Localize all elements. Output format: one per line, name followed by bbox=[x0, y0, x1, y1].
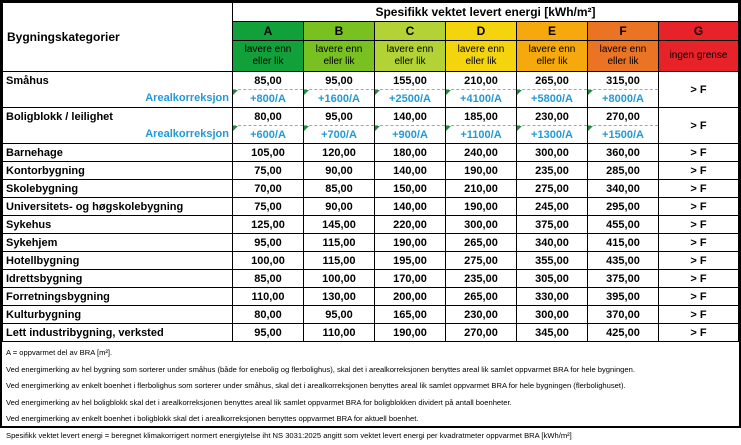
table-row bbox=[3, 180, 739, 198]
column-sublabel-D: lavere enn eller lik bbox=[446, 41, 517, 72]
g-column-cell: > F bbox=[659, 108, 739, 144]
value-cell: 435,00 bbox=[588, 252, 659, 270]
excel-flag-icon bbox=[588, 126, 593, 131]
value-cell: 245,00 bbox=[517, 198, 588, 216]
value-cell: 185,00 bbox=[446, 108, 517, 126]
value-cell: 360,00 bbox=[588, 144, 659, 162]
category-label: Barnehage bbox=[3, 144, 233, 162]
value-cell: 235,00 bbox=[517, 162, 588, 180]
value-cell: 95,00 bbox=[304, 306, 375, 324]
table-row bbox=[3, 216, 739, 234]
g-column-cell: > F bbox=[659, 288, 739, 306]
g-column-cell: > F bbox=[659, 72, 739, 108]
value-cell: 120,00 bbox=[304, 144, 375, 162]
value-cell: 155,00 bbox=[375, 72, 446, 90]
value-cell: 95,00 bbox=[304, 108, 375, 126]
table-row bbox=[3, 288, 739, 306]
value-cell: 200,00 bbox=[375, 288, 446, 306]
value-cell: 455,00 bbox=[588, 216, 659, 234]
energy-table bbox=[2, 2, 739, 342]
value-cell: 340,00 bbox=[517, 234, 588, 252]
area-correction-text: +800/A bbox=[250, 92, 286, 105]
g-column-cell: > F bbox=[659, 252, 739, 270]
table-row bbox=[3, 162, 739, 180]
value-cell: 115,00 bbox=[304, 234, 375, 252]
value-cell: 190,00 bbox=[446, 162, 517, 180]
category-label: Hotellbygning bbox=[3, 252, 233, 270]
area-correction-value bbox=[588, 126, 659, 144]
value-cell: 100,00 bbox=[233, 252, 304, 270]
area-correction-text: +900/A bbox=[392, 128, 428, 141]
value-cell: 265,00 bbox=[446, 234, 517, 252]
value-cell: 75,00 bbox=[233, 162, 304, 180]
g-column-cell: > F bbox=[659, 324, 739, 342]
area-correction-text: +700/A bbox=[321, 128, 357, 141]
value-cell: 170,00 bbox=[375, 270, 446, 288]
value-cell: 90,00 bbox=[304, 198, 375, 216]
area-correction-value bbox=[446, 126, 517, 144]
g-column-cell: > F bbox=[659, 306, 739, 324]
value-cell: 190,00 bbox=[375, 234, 446, 252]
area-correction-text: +600/A bbox=[250, 128, 286, 141]
area-correction-value bbox=[233, 90, 304, 108]
column-header-C: C bbox=[375, 22, 446, 41]
value-cell: 275,00 bbox=[446, 252, 517, 270]
excel-flag-icon bbox=[446, 90, 451, 95]
category-label: Kontorbygning bbox=[3, 162, 233, 180]
table-body bbox=[3, 72, 739, 342]
value-cell: 220,00 bbox=[375, 216, 446, 234]
g-column-cell: > F bbox=[659, 162, 739, 180]
value-cell: 375,00 bbox=[517, 216, 588, 234]
category-label: Sykehjem bbox=[3, 234, 233, 252]
column-header-F: F bbox=[588, 22, 659, 41]
value-cell: 70,00 bbox=[233, 180, 304, 198]
value-cell: 180,00 bbox=[375, 144, 446, 162]
table-row bbox=[3, 198, 739, 216]
excel-flag-icon bbox=[233, 90, 238, 95]
value-cell: 140,00 bbox=[375, 108, 446, 126]
area-correction-text: +4100/A bbox=[460, 92, 502, 105]
footnote-3: Ved energimerking av enkelt boenhet i flerbolighus som sorterer under småhus, skal det i arealkorreksjonen benyttes areal lik samlet oppvarmet BRA for hele bygningen (flerbolighuset). bbox=[6, 381, 626, 391]
area-correction-value bbox=[375, 90, 446, 108]
footnote-4: Ved energimerking av hel boligblokk skal det i arealkorreksjonen benyttes areal lik samlet oppvarmet BRA for boligblokken dividert på antall boenheter. bbox=[6, 397, 512, 407]
excel-flag-icon bbox=[304, 126, 309, 131]
area-correction-text: +1300/A bbox=[531, 128, 573, 141]
value-cell: 85,00 bbox=[233, 270, 304, 288]
value-cell: 125,00 bbox=[233, 216, 304, 234]
value-cell: 75,00 bbox=[233, 198, 304, 216]
area-correction-value bbox=[304, 90, 375, 108]
value-cell: 240,00 bbox=[446, 144, 517, 162]
table-header bbox=[3, 3, 739, 72]
value-cell: 270,00 bbox=[588, 108, 659, 126]
value-cell: 95,00 bbox=[233, 234, 304, 252]
value-cell: 145,00 bbox=[304, 216, 375, 234]
table-row bbox=[3, 252, 739, 270]
column-header-E: E bbox=[517, 22, 588, 41]
value-cell: 300,00 bbox=[517, 306, 588, 324]
category-label: Sykehus bbox=[3, 216, 233, 234]
value-cell: 140,00 bbox=[375, 198, 446, 216]
column-sublabel-G: ingen grense bbox=[659, 41, 739, 72]
value-cell: 370,00 bbox=[588, 306, 659, 324]
area-correction-label: Arealkorreksjon bbox=[3, 126, 233, 144]
table-row bbox=[3, 270, 739, 288]
area-correction-value bbox=[588, 90, 659, 108]
value-cell: 110,00 bbox=[304, 324, 375, 342]
excel-flag-icon bbox=[233, 126, 238, 131]
value-cell: 340,00 bbox=[588, 180, 659, 198]
area-correction-value bbox=[375, 126, 446, 144]
excel-flag-icon bbox=[517, 126, 522, 131]
excel-flag-icon bbox=[446, 126, 451, 131]
value-cell: 190,00 bbox=[375, 324, 446, 342]
g-column-cell: > F bbox=[659, 198, 739, 216]
value-cell: 100,00 bbox=[304, 270, 375, 288]
table-row bbox=[3, 144, 739, 162]
excel-flag-icon bbox=[517, 90, 522, 95]
area-correction-text: +2500/A bbox=[389, 92, 431, 105]
value-cell: 95,00 bbox=[233, 324, 304, 342]
value-cell: 95,00 bbox=[304, 72, 375, 90]
category-label: Lett industribygning, verksted bbox=[3, 324, 233, 342]
value-cell: 355,00 bbox=[517, 252, 588, 270]
category-label: Idrettsbygning bbox=[3, 270, 233, 288]
value-cell: 315,00 bbox=[588, 72, 659, 90]
area-correction-text: +1100/A bbox=[460, 128, 502, 141]
excel-flag-icon bbox=[304, 90, 309, 95]
value-cell: 265,00 bbox=[446, 288, 517, 306]
value-cell: 195,00 bbox=[375, 252, 446, 270]
value-cell: 210,00 bbox=[446, 180, 517, 198]
value-cell: 395,00 bbox=[588, 288, 659, 306]
area-correction-text: +5800/A bbox=[531, 92, 573, 105]
value-cell: 235,00 bbox=[446, 270, 517, 288]
area-correction-text: +1500/A bbox=[602, 128, 644, 141]
category-label: Kulturbygning bbox=[3, 306, 233, 324]
table-title: Spesifikk vektet levert energi [kWh/m²] bbox=[233, 3, 739, 22]
value-cell: 425,00 bbox=[588, 324, 659, 342]
area-correction-row bbox=[3, 126, 739, 144]
value-cell: 90,00 bbox=[304, 162, 375, 180]
value-cell: 265,00 bbox=[517, 72, 588, 90]
footnotes bbox=[2, 342, 739, 445]
column-sublabel-B: lavere enn eller lik bbox=[304, 41, 375, 72]
excel-flag-icon bbox=[375, 126, 380, 131]
value-cell: 110,00 bbox=[233, 288, 304, 306]
value-cell: 210,00 bbox=[446, 72, 517, 90]
column-header-D: D bbox=[446, 22, 517, 41]
area-correction-value bbox=[446, 90, 517, 108]
value-cell: 165,00 bbox=[375, 306, 446, 324]
g-column-cell: > F bbox=[659, 180, 739, 198]
table-row bbox=[3, 324, 739, 342]
category-label: Boligblokk / leilighet bbox=[3, 108, 233, 126]
value-cell: 80,00 bbox=[233, 306, 304, 324]
value-cell: 300,00 bbox=[446, 216, 517, 234]
area-correction-text: +8000/A bbox=[602, 92, 644, 105]
value-cell: 270,00 bbox=[446, 324, 517, 342]
area-correction-value bbox=[517, 90, 588, 108]
footnote-1: A = oppvarmet del av BRA [m²]. bbox=[6, 348, 113, 357]
header-row-title bbox=[3, 3, 739, 22]
value-cell: 295,00 bbox=[588, 198, 659, 216]
area-correction-value bbox=[233, 126, 304, 144]
value-cell: 105,00 bbox=[233, 144, 304, 162]
value-cell: 230,00 bbox=[517, 108, 588, 126]
value-cell: 285,00 bbox=[588, 162, 659, 180]
value-cell: 115,00 bbox=[304, 252, 375, 270]
value-cell: 190,00 bbox=[446, 198, 517, 216]
g-column-cell: > F bbox=[659, 144, 739, 162]
value-cell: 275,00 bbox=[517, 180, 588, 198]
value-cell: 300,00 bbox=[517, 144, 588, 162]
table-row bbox=[3, 234, 739, 252]
table-row bbox=[3, 72, 739, 90]
value-cell: 130,00 bbox=[304, 288, 375, 306]
footnote-2: Ved energimerking av hel bygning som sorterer under småhus (både for enebolig og flerbolighus), skal det i arealkorreksjonen benyttes areal lik samlet oppvarmet BRA for hele bygningen. bbox=[6, 364, 635, 374]
value-cell: 415,00 bbox=[588, 234, 659, 252]
value-cell: 150,00 bbox=[375, 180, 446, 198]
value-cell: 330,00 bbox=[517, 288, 588, 306]
g-column-cell: > F bbox=[659, 234, 739, 252]
category-label: Universitets- og høgskolebygning bbox=[3, 198, 233, 216]
column-header-A: A bbox=[233, 22, 304, 41]
value-cell: 85,00 bbox=[304, 180, 375, 198]
excel-flag-icon bbox=[588, 90, 593, 95]
value-cell: 375,00 bbox=[588, 270, 659, 288]
value-cell: 85,00 bbox=[233, 72, 304, 90]
excel-flag-icon bbox=[375, 90, 380, 95]
value-cell: 230,00 bbox=[446, 306, 517, 324]
area-correction-label: Arealkorreksjon bbox=[3, 90, 233, 108]
category-label: Forretningsbygning bbox=[3, 288, 233, 306]
column-sublabel-F: lavere enn eller lik bbox=[588, 41, 659, 72]
area-correction-value bbox=[304, 126, 375, 144]
g-column-cell: > F bbox=[659, 270, 739, 288]
area-correction-value bbox=[517, 126, 588, 144]
column-sublabel-E: lavere enn eller lik bbox=[517, 41, 588, 72]
column-sublabel-C: lavere enn eller lik bbox=[375, 41, 446, 72]
value-cell: 345,00 bbox=[517, 324, 588, 342]
value-cell: 305,00 bbox=[517, 270, 588, 288]
column-header-G: G bbox=[659, 22, 739, 41]
footnote-5: Ved energimerking av enkelt boenhet i boligblokk skal det i arealkorreksjonen benyttes oppvarmet BRA for aktuell boenhet. bbox=[6, 414, 419, 424]
area-correction-text: +1600/A bbox=[318, 92, 360, 105]
table-row bbox=[3, 108, 739, 126]
category-label: Småhus bbox=[3, 72, 233, 90]
footnote-6: Spesifikk vektet levert energi = beregnet klimakorrigert normert energiytelse iht NS 3031:2025 angitt som vektet levert energi per kvadratmeter oppvarmet BRA [kWh/m²] bbox=[6, 430, 572, 440]
value-cell: 140,00 bbox=[375, 162, 446, 180]
g-column-cell: > F bbox=[659, 216, 739, 234]
table-row bbox=[3, 306, 739, 324]
building-categories-header: Bygningskategorier bbox=[3, 3, 233, 72]
column-header-B: B bbox=[304, 22, 375, 41]
column-sublabel-A: lavere enn eller lik bbox=[233, 41, 304, 72]
value-cell: 80,00 bbox=[233, 108, 304, 126]
category-label: Skolebygning bbox=[3, 180, 233, 198]
area-correction-row bbox=[3, 90, 739, 108]
